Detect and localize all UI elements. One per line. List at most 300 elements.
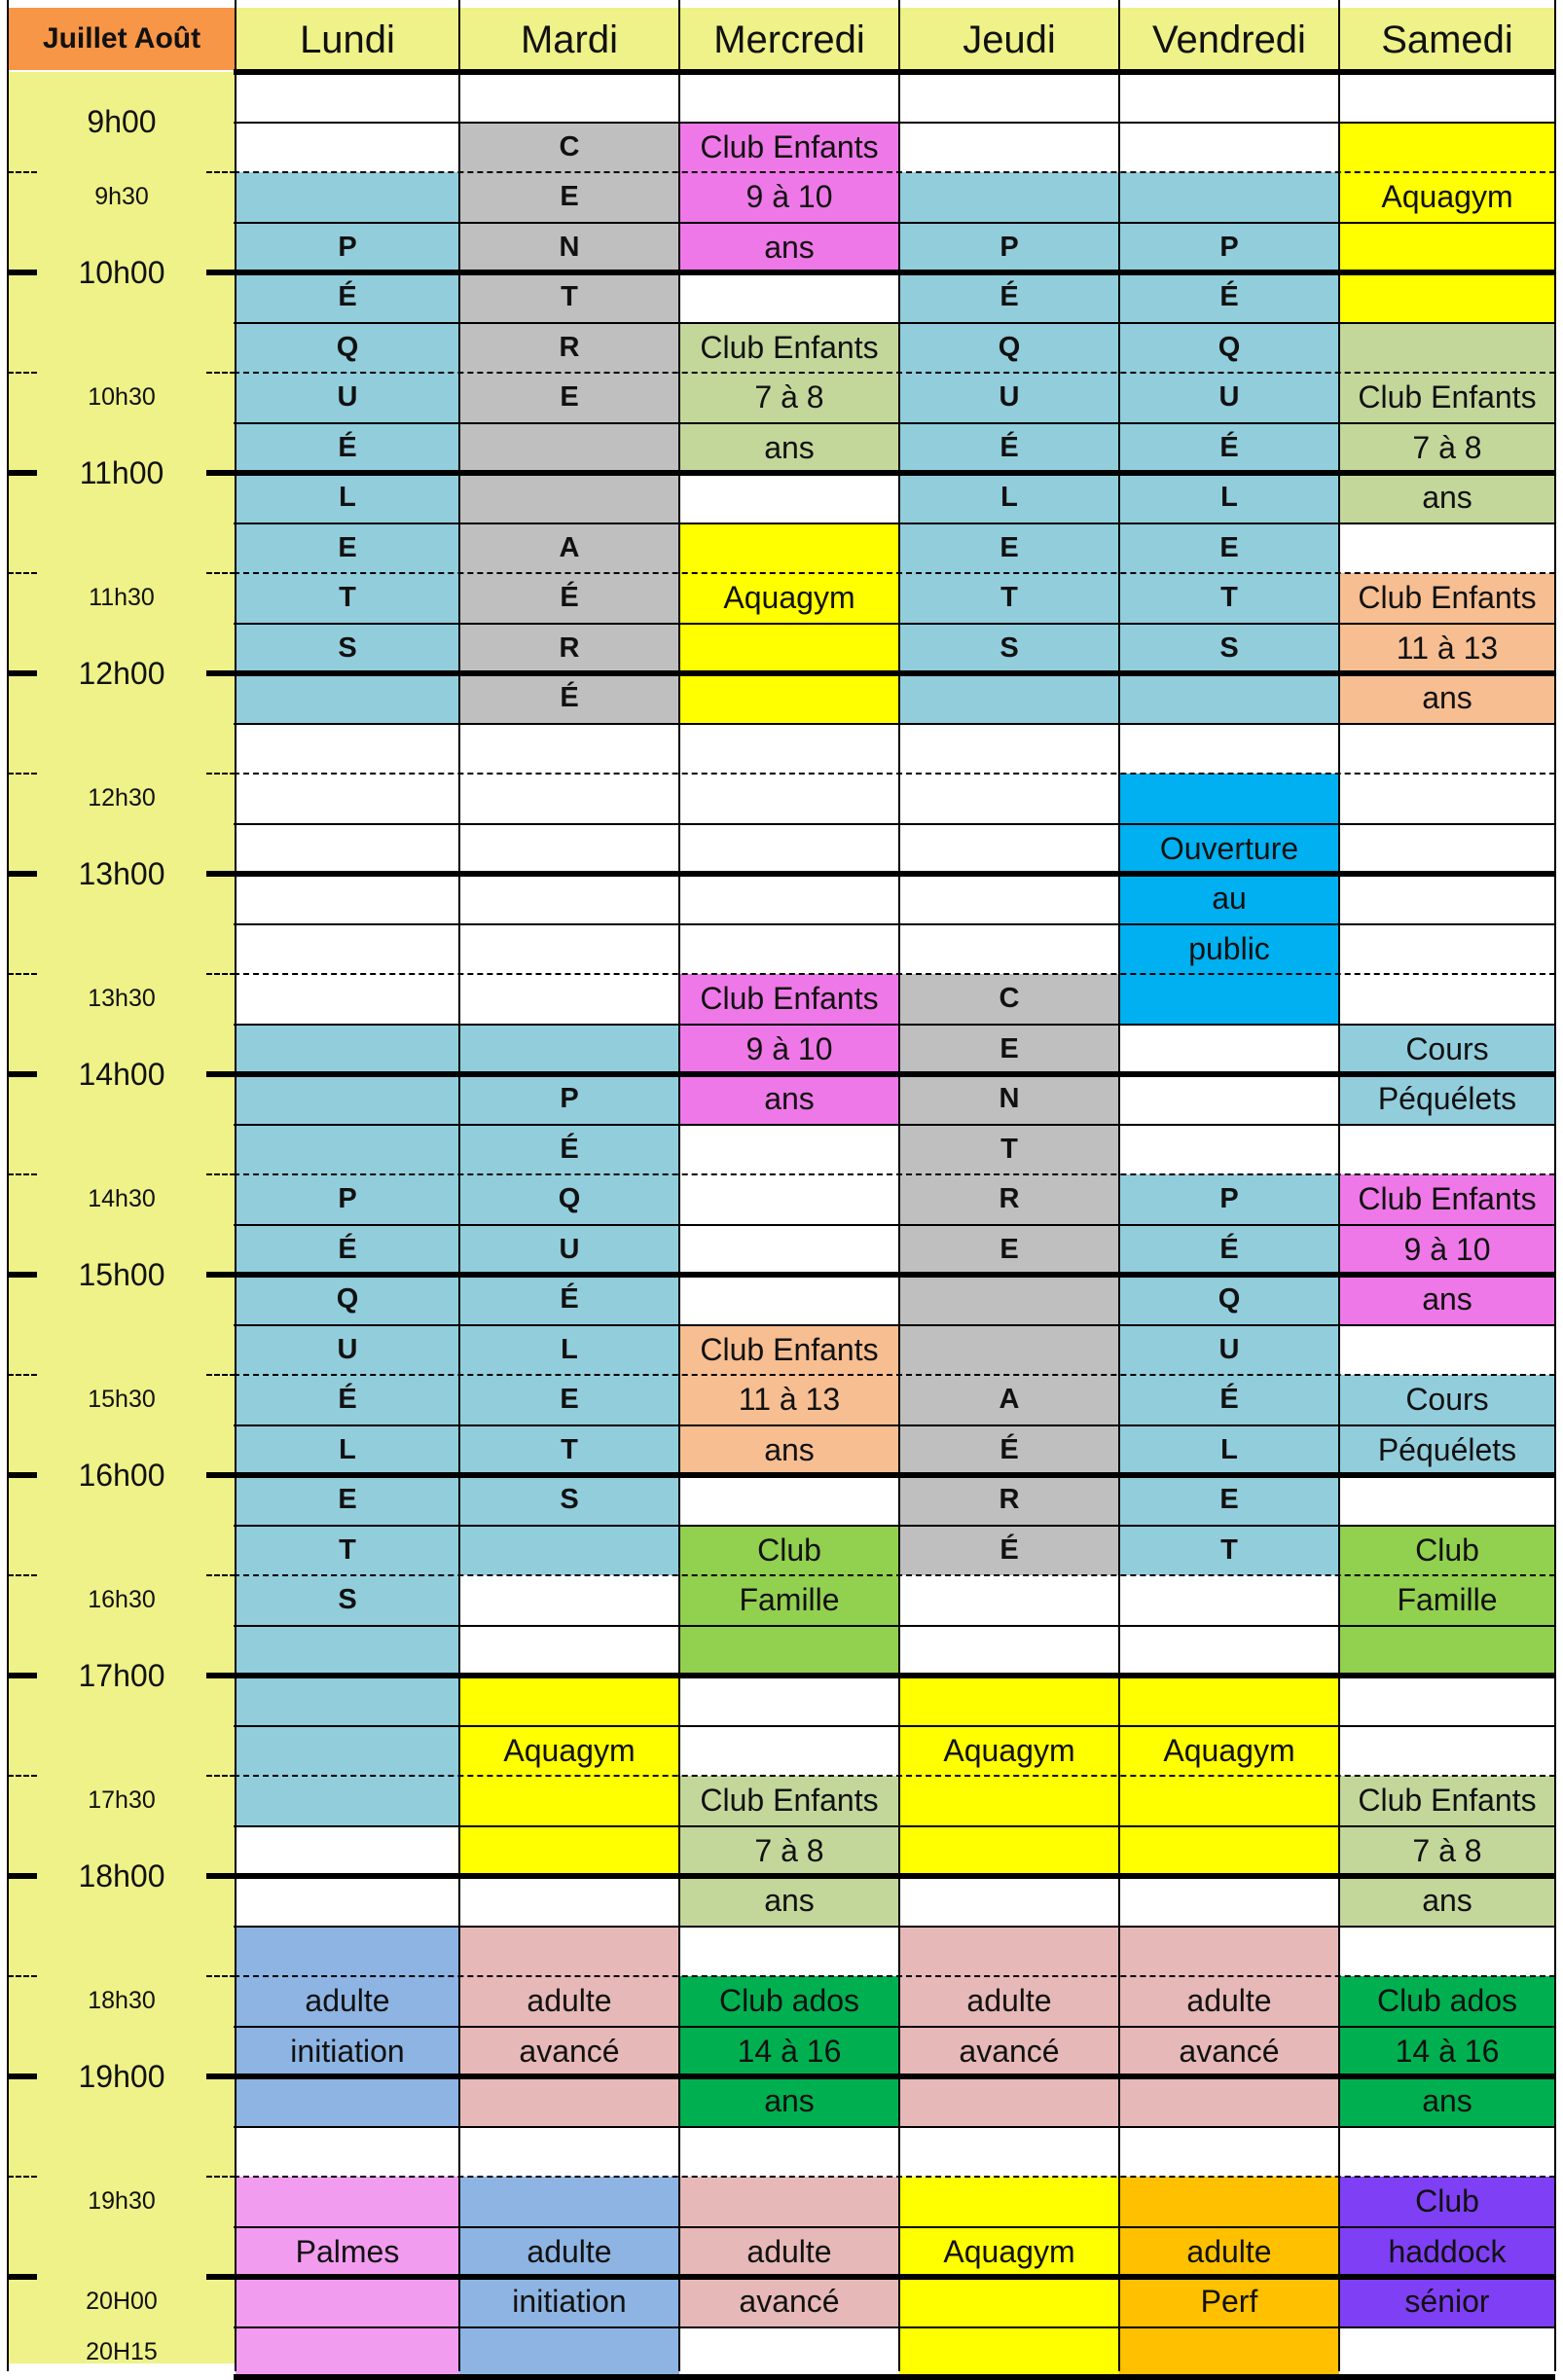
schedule-cell: Club — [1339, 1526, 1555, 1576]
schedule-cell: A — [899, 1375, 1119, 1425]
time-label: 15h00 — [78, 1256, 165, 1292]
grid-line — [234, 422, 1555, 424]
schedule-cell: adulte — [236, 1976, 459, 2027]
day-header-lundi: Lundi — [236, 8, 459, 72]
schedule-cell: C — [459, 123, 679, 173]
time-tick — [206, 1272, 236, 1278]
schedule-cell: Club Enfants — [679, 123, 899, 173]
schedule-cell: S — [459, 1475, 679, 1526]
time-tick — [206, 1673, 236, 1678]
day-header-jeudi: Jeudi — [899, 8, 1119, 72]
schedule-cell — [459, 1826, 679, 1877]
grid-line — [234, 1024, 1555, 1026]
schedule-cell — [899, 1275, 1119, 1325]
schedule-cell: Club Enfants — [1339, 1174, 1555, 1225]
schedule-cell — [236, 2327, 459, 2378]
time-tick — [8, 1574, 37, 1576]
schedule-cell — [459, 1776, 679, 1826]
schedule-cell — [1119, 1676, 1339, 1726]
time-tick — [8, 1272, 37, 1278]
grid-line — [234, 2326, 1555, 2328]
schedule-cell: P — [899, 223, 1119, 273]
schedule-cell — [899, 2327, 1119, 2378]
schedule-cell: ans — [1339, 1275, 1555, 1325]
schedule-cell: E — [459, 172, 679, 223]
schedule-cell: S — [236, 624, 459, 674]
schedule-cell: L — [899, 473, 1119, 523]
schedule-cell — [899, 1325, 1119, 1376]
grid-line — [234, 1574, 1555, 1576]
schedule-cell: T — [236, 573, 459, 624]
schedule-cell: 7 à 8 — [679, 373, 899, 423]
schedule-cell: É — [459, 673, 679, 724]
day-header-samedi: Samedi — [1339, 8, 1555, 72]
schedule-cell: É — [899, 1526, 1119, 1576]
schedule-cell: N — [899, 1074, 1119, 1125]
time-tick — [206, 1071, 236, 1077]
schedule-cell: Aquagym — [679, 573, 899, 624]
schedule-cell — [1119, 2076, 1339, 2127]
schedule-cell: É — [1119, 1375, 1339, 1425]
schedule-cell — [236, 2177, 459, 2227]
time-tick — [8, 1173, 37, 1175]
schedule-cell: É — [236, 1375, 459, 1425]
time-label: 19h30 — [88, 2187, 156, 2216]
schedule-cell: Péquélets — [1339, 1074, 1555, 1125]
time-tick — [8, 572, 37, 574]
time-tick — [206, 2073, 236, 2079]
schedule-cell: adulte — [459, 1976, 679, 2027]
schedule-cell: avancé — [1119, 2027, 1339, 2077]
schedule-cell: public — [1119, 924, 1339, 975]
schedule-cell: Péquélets — [1339, 1425, 1555, 1476]
schedule-cell — [899, 1776, 1119, 1826]
time-label: 11h30 — [89, 584, 155, 612]
schedule-cell: 7 à 8 — [1339, 423, 1555, 474]
time-tick — [206, 1775, 236, 1777]
schedule-cell — [899, 2277, 1119, 2327]
time-tick — [8, 1975, 37, 1977]
time-tick — [8, 2274, 37, 2280]
grid-line — [234, 2126, 1555, 2128]
schedule-cell: Club Enfants — [679, 323, 899, 374]
schedule-cell: É — [236, 272, 459, 323]
grid-line — [234, 1975, 1555, 1977]
schedule-cell: U — [1119, 1325, 1339, 1376]
schedule-cell: R — [899, 1174, 1119, 1225]
schedule-cell — [1339, 223, 1555, 273]
grid-line — [234, 2374, 1555, 2380]
schedule-cell: sénior — [1339, 2277, 1555, 2327]
schedule-cell — [236, 673, 459, 724]
day-header-mardi: Mardi — [459, 8, 679, 72]
time-label: 20H15 — [86, 2337, 158, 2365]
schedule-cell: S — [236, 1575, 459, 1626]
schedule-cell — [236, 1626, 459, 1677]
schedule-cell — [236, 1125, 459, 1175]
schedule-cell — [679, 523, 899, 574]
schedule-cell: E — [899, 1225, 1119, 1276]
schedule-cell: Aquagym — [459, 1726, 679, 1777]
schedule-cell: ans — [679, 1074, 899, 1125]
schedule-cell — [1119, 1776, 1339, 1826]
time-tick — [8, 1472, 37, 1478]
time-label: 19h00 — [78, 2058, 165, 2094]
schedule-cell — [236, 1726, 459, 1777]
schedule-cell — [236, 1927, 459, 1977]
schedule-cell — [459, 1025, 679, 1075]
grid-line — [234, 1775, 1555, 1777]
schedule-cell: Famille — [679, 1575, 899, 1626]
grid-line — [234, 1825, 1555, 1827]
time-tick — [206, 871, 236, 877]
schedule-cell: avancé — [459, 2027, 679, 2077]
time-tick — [206, 171, 236, 173]
time-tick — [8, 372, 37, 374]
schedule-cell: U — [236, 373, 459, 423]
time-label: 14h30 — [88, 1185, 156, 1213]
time-tick — [206, 670, 236, 676]
grid-line — [234, 470, 1555, 476]
schedule-cell: Aquagym — [1339, 172, 1555, 223]
time-tick — [8, 2073, 37, 2079]
grid-line — [234, 1725, 1555, 1727]
schedule-cell: adulte — [679, 2227, 899, 2278]
grid-line — [234, 2176, 1555, 2178]
schedule-cell: E — [459, 373, 679, 423]
schedule-cell: L — [236, 1425, 459, 1476]
time-tick — [206, 372, 236, 374]
schedule-cell: S — [1119, 624, 1339, 674]
grid-line — [234, 2274, 1555, 2280]
time-tick — [206, 1574, 236, 1576]
schedule-cell — [679, 673, 899, 724]
schedule-cell: L — [236, 473, 459, 523]
grid-line — [234, 1926, 1555, 1928]
schedule-cell: 9 à 10 — [1339, 1225, 1555, 1276]
time-tick — [206, 572, 236, 574]
schedule-cell: É — [1119, 423, 1339, 474]
grid-line — [234, 122, 1555, 124]
grid-column-line — [898, 0, 900, 2371]
time-label: 13h00 — [78, 855, 165, 891]
schedule-cell: U — [1119, 373, 1339, 423]
schedule-cell: 14 à 16 — [1339, 2027, 1555, 2077]
schedule-cell: ans — [679, 1876, 899, 1927]
schedule-cell — [459, 2076, 679, 2127]
time-tick — [8, 1374, 37, 1376]
schedule-cell — [459, 423, 679, 474]
time-tick — [8, 1775, 37, 1777]
schedule-cell: É — [236, 423, 459, 474]
time-label: 12h30 — [88, 784, 156, 812]
grid-line — [234, 222, 1555, 224]
schedule-cell: Club Enfants — [1339, 373, 1555, 423]
schedule-cell — [459, 2177, 679, 2227]
schedule-cell: adulte — [1119, 2227, 1339, 2278]
grid-line — [234, 523, 1555, 524]
grid-line — [234, 623, 1555, 625]
schedule-cell: au — [1119, 874, 1339, 924]
day-header-vendredi: Vendredi — [1119, 8, 1339, 72]
grid-line — [234, 171, 1555, 173]
schedule-cell: Club ados — [1339, 1976, 1555, 2027]
time-tick — [206, 470, 236, 476]
schedule-cell: P — [236, 1174, 459, 1225]
time-tick — [8, 270, 37, 275]
schedule-cell: Q — [459, 1174, 679, 1225]
schedule-cell: E — [459, 1375, 679, 1425]
schedule-cell — [1119, 2177, 1339, 2227]
schedule-cell — [679, 2177, 899, 2227]
schedule-cell — [459, 1526, 679, 1576]
schedule-cell: É — [459, 573, 679, 624]
schedule-cell: C — [899, 974, 1119, 1025]
schedule-cell: P — [236, 223, 459, 273]
schedule-cell: adulte — [1119, 1976, 1339, 2027]
schedule-cell: E — [899, 523, 1119, 574]
schedule-cell — [899, 1676, 1119, 1726]
schedule-cell: ans — [1339, 2076, 1555, 2127]
schedule-cell: T — [236, 1526, 459, 1576]
schedule-cell — [1119, 2327, 1339, 2378]
schedule-cell: 7 à 8 — [679, 1826, 899, 1877]
schedule-cell — [236, 2076, 459, 2127]
grid-line — [234, 572, 1555, 574]
time-tick — [8, 470, 37, 476]
schedule-cell — [459, 1927, 679, 1977]
time-tick — [206, 973, 236, 975]
schedule-cell: U — [459, 1225, 679, 1276]
schedule-cell: Club Enfants — [679, 1325, 899, 1376]
schedule-cell: U — [236, 1325, 459, 1376]
schedule-cell — [899, 2177, 1119, 2227]
schedule-cell: Q — [899, 323, 1119, 374]
grid-line — [234, 973, 1555, 975]
grid-column-line — [1118, 0, 1120, 2371]
schedule-cell: É — [236, 1225, 459, 1276]
schedule-cell: Aquagym — [1119, 1726, 1339, 1777]
schedule-cell: Ouverture — [1119, 824, 1339, 875]
time-tick — [8, 1873, 37, 1879]
time-label: 9h30 — [94, 183, 149, 211]
time-tick — [206, 1472, 236, 1478]
schedule-cell: P — [1119, 1174, 1339, 1225]
grid-line — [234, 773, 1555, 775]
schedule-cell: adulte — [459, 2227, 679, 2278]
schedule-cell: E — [899, 1025, 1119, 1075]
schedule-cell: R — [899, 1475, 1119, 1526]
time-label: 9h00 — [87, 104, 157, 139]
schedule-cell: É — [459, 1125, 679, 1175]
time-tick — [8, 1673, 37, 1678]
time-tick — [8, 871, 37, 877]
time-tick — [8, 1071, 37, 1077]
time-tick — [8, 171, 37, 173]
time-tick — [206, 1975, 236, 1977]
time-label: 11h00 — [79, 454, 164, 490]
schedule-cell: Q — [236, 323, 459, 374]
schedule-cell: T — [899, 1125, 1119, 1175]
schedule-cell — [236, 1676, 459, 1726]
schedule-cell: Club Enfants — [679, 974, 899, 1025]
schedule-cell — [899, 1826, 1119, 1877]
time-label: 20H00 — [86, 2288, 158, 2316]
grid-column-line — [678, 0, 680, 2371]
schedule-cell — [1119, 974, 1339, 1025]
schedule-cell: Club Enfants — [1339, 573, 1555, 624]
schedule-cell: É — [899, 272, 1119, 323]
day-header-mercredi: Mercredi — [679, 8, 899, 72]
grid-line — [234, 69, 1555, 75]
schedule-cell: ans — [679, 423, 899, 474]
time-tick — [206, 1873, 236, 1879]
schedule-cell: 14 à 16 — [679, 2027, 899, 2077]
schedule-cell: T — [459, 1425, 679, 1476]
schedule-cell: ans — [1339, 1876, 1555, 1927]
schedule-cell — [459, 1676, 679, 1726]
time-tick — [8, 2176, 37, 2178]
time-label: 10h00 — [78, 254, 165, 290]
schedule-cell: ans — [1339, 473, 1555, 523]
time-tick — [206, 773, 236, 775]
schedule-cell: É — [459, 1275, 679, 1325]
time-tick — [8, 670, 37, 676]
schedule-cell: Q — [1119, 1275, 1339, 1325]
period-header: Juillet Août — [8, 8, 236, 70]
grid-line — [234, 1625, 1555, 1627]
schedule-cell: Cours — [1339, 1375, 1555, 1425]
schedule-cell — [236, 1025, 459, 1075]
schedule-cell: L — [1119, 1425, 1339, 1476]
grid-line — [234, 2226, 1555, 2228]
schedule-cell: T — [1119, 1526, 1339, 1576]
time-label: 13h30 — [88, 985, 156, 1013]
schedule-cell: U — [899, 373, 1119, 423]
schedule-cell: Perf — [1119, 2277, 1339, 2327]
schedule-cell: Aquagym — [899, 2227, 1119, 2278]
grid-line — [234, 372, 1555, 374]
grid-line — [234, 1224, 1555, 1226]
schedule-cell: T — [899, 573, 1119, 624]
schedule-cell: Club — [1339, 2177, 1555, 2227]
schedule-cell: P — [459, 1074, 679, 1125]
time-label: 12h00 — [78, 655, 165, 691]
schedule-cell: E — [236, 1475, 459, 1526]
schedule-cell: haddock — [1339, 2227, 1555, 2278]
schedule-cell: ans — [679, 223, 899, 273]
time-tick — [206, 270, 236, 275]
schedule-cell: L — [459, 1325, 679, 1376]
grid-column-line — [1554, 0, 1556, 2371]
grid-line — [234, 871, 1555, 877]
grid-line — [234, 1673, 1555, 1678]
schedule-cell: Aquagym — [899, 1726, 1119, 1777]
schedule-cell: initiation — [459, 2277, 679, 2327]
grid-line — [234, 1472, 1555, 1478]
schedule-cell — [899, 2076, 1119, 2127]
schedule-cell — [899, 673, 1119, 724]
schedule-cell: 9 à 10 — [679, 1025, 899, 1075]
schedule-cell: E — [1119, 523, 1339, 574]
schedule-cell: Club Enfants — [679, 1776, 899, 1826]
grid-line — [234, 1424, 1555, 1426]
schedule-cell: Q — [236, 1275, 459, 1325]
schedule-cell: Famille — [1339, 1575, 1555, 1626]
schedule-cell — [236, 2277, 459, 2327]
time-label: 16h00 — [78, 1457, 165, 1493]
grid-line — [234, 723, 1555, 725]
time-label: 18h00 — [78, 1857, 165, 1893]
schedule-cell — [899, 172, 1119, 223]
schedule-cell: N — [459, 223, 679, 273]
schedule-cell — [679, 624, 899, 674]
grid-line — [234, 1873, 1555, 1879]
schedule-cell: A — [459, 523, 679, 574]
schedule-cell: T — [459, 272, 679, 323]
time-label: 18h30 — [88, 1987, 156, 2015]
schedule-cell: Palmes — [236, 2227, 459, 2278]
schedule-cell: initiation — [236, 2027, 459, 2077]
grid-line — [234, 1374, 1555, 1376]
time-label: 17h00 — [78, 1657, 165, 1693]
schedule-cell: L — [1119, 473, 1339, 523]
schedule-cell: ans — [679, 1425, 899, 1476]
schedule-cell: Q — [1119, 323, 1339, 374]
time-label: 17h30 — [88, 1786, 156, 1815]
schedule-cell: E — [1119, 1475, 1339, 1526]
grid-line — [234, 1124, 1555, 1126]
schedule-cell — [1119, 1826, 1339, 1877]
grid-line — [234, 1173, 1555, 1175]
time-label: 14h00 — [78, 1056, 165, 1092]
time-tick — [206, 2274, 236, 2280]
schedule-cell: S — [899, 624, 1119, 674]
schedule-cell: Club — [679, 1526, 899, 1576]
time-tick — [206, 1173, 236, 1175]
schedule-cell: ans — [679, 2076, 899, 2127]
schedule-cell — [1339, 272, 1555, 323]
schedule-cell — [899, 1927, 1119, 1977]
schedule-cell — [459, 473, 679, 523]
time-label: 10h30 — [88, 383, 156, 412]
schedule-cell — [1119, 673, 1339, 724]
schedule-cell: Cours — [1339, 1025, 1555, 1075]
grid-line — [234, 2073, 1555, 2079]
schedule-cell: É — [1119, 1225, 1339, 1276]
grid-line — [234, 1525, 1555, 1527]
schedule-cell — [1119, 1927, 1339, 1977]
schedule-cell — [1339, 123, 1555, 173]
schedule-cell: E — [236, 523, 459, 574]
schedule-cell: T — [1119, 573, 1339, 624]
grid-line — [234, 270, 1555, 275]
grid-column-line — [458, 0, 460, 2371]
schedule-cell: adulte — [899, 1976, 1119, 2027]
grid-column-line — [1338, 0, 1340, 2371]
schedule-cell — [1339, 323, 1555, 374]
schedule-cell: 11 à 13 — [1339, 624, 1555, 674]
schedule-cell: R — [459, 624, 679, 674]
schedule-cell: 7 à 8 — [1339, 1826, 1555, 1877]
time-tick — [206, 1374, 236, 1376]
schedule-cell — [236, 1776, 459, 1826]
schedule-cell: 9 à 10 — [679, 172, 899, 223]
grid-column-line — [7, 0, 9, 2371]
schedule-cell — [1119, 774, 1339, 824]
schedule-cell: R — [459, 323, 679, 374]
schedule-cell: P — [1119, 223, 1339, 273]
